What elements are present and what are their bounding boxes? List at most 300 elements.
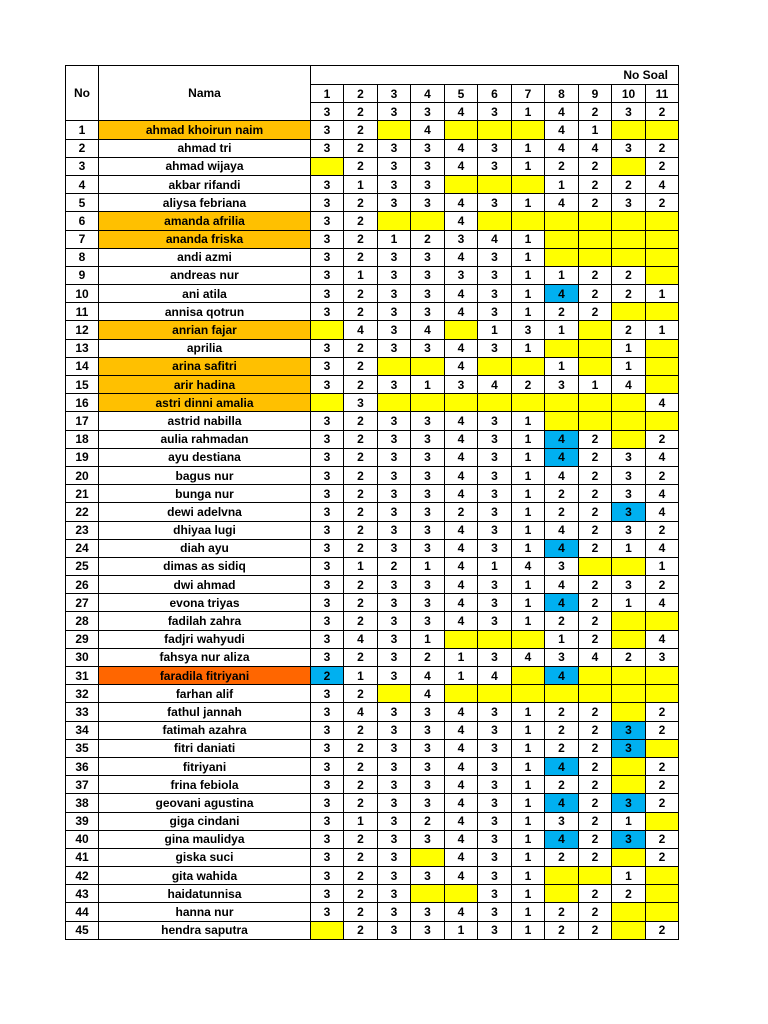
score-cell[interactable]: 3 — [411, 303, 445, 321]
max-score-cell[interactable]: 3 — [478, 103, 512, 121]
score-cell[interactable] — [378, 212, 411, 230]
student-name-cell[interactable]: dwi ahmad — [99, 576, 311, 594]
score-cell[interactable]: 4 — [545, 830, 579, 848]
score-cell[interactable]: 3 — [311, 812, 344, 830]
score-cell[interactable]: 2 — [344, 757, 378, 775]
student-name-cell[interactable]: fadjri wahyudi — [99, 630, 311, 648]
score-cell[interactable]: 4 — [445, 194, 478, 212]
score-cell[interactable]: 1 — [478, 557, 512, 575]
row-number-cell[interactable]: 38 — [66, 794, 99, 812]
score-cell[interactable] — [579, 212, 612, 230]
score-cell[interactable]: 2 — [344, 776, 378, 794]
score-cell[interactable] — [478, 121, 512, 139]
score-cell[interactable]: 2 — [646, 430, 679, 448]
score-cell[interactable]: 3 — [378, 521, 411, 539]
score-cell[interactable]: 1 — [512, 721, 545, 739]
score-cell[interactable]: 3 — [311, 757, 344, 775]
score-cell[interactable]: 1 — [344, 557, 378, 575]
score-cell[interactable]: 3 — [378, 812, 411, 830]
score-cell[interactable]: 4 — [445, 703, 478, 721]
score-cell[interactable]: 3 — [311, 612, 344, 630]
max-score-cell[interactable]: 4 — [445, 103, 478, 121]
score-cell[interactable]: 2 — [344, 230, 378, 248]
score-cell[interactable]: 3 — [646, 648, 679, 666]
score-cell[interactable]: 4 — [646, 594, 679, 612]
student-name-cell[interactable]: dhiyaa lugi — [99, 521, 311, 539]
score-cell[interactable]: 3 — [411, 721, 445, 739]
score-cell[interactable]: 3 — [478, 485, 512, 503]
score-cell[interactable]: 3 — [311, 739, 344, 757]
score-cell[interactable]: 2 — [344, 121, 378, 139]
score-cell[interactable] — [612, 212, 646, 230]
row-number-cell[interactable]: 31 — [66, 667, 99, 685]
score-cell[interactable]: 4 — [545, 194, 579, 212]
student-name-cell[interactable]: hendra saputra — [99, 921, 311, 939]
score-cell[interactable]: 3 — [478, 721, 512, 739]
score-cell[interactable]: 2 — [579, 539, 612, 557]
score-cell[interactable]: 1 — [411, 376, 445, 394]
max-score-cell[interactable]: 2 — [344, 103, 378, 121]
score-cell[interactable]: 3 — [311, 521, 344, 539]
score-cell[interactable]: 2 — [646, 721, 679, 739]
score-cell[interactable]: 2 — [344, 576, 378, 594]
score-cell[interactable]: 2 — [579, 466, 612, 484]
score-cell[interactable]: 4 — [445, 776, 478, 794]
score-cell[interactable]: 3 — [445, 376, 478, 394]
score-cell[interactable]: 4 — [445, 539, 478, 557]
student-name-cell[interactable]: geovani agustina — [99, 794, 311, 812]
score-cell[interactable]: 4 — [445, 721, 478, 739]
student-name-cell[interactable]: fitri daniati — [99, 739, 311, 757]
score-cell[interactable]: 1 — [512, 466, 545, 484]
score-cell[interactable]: 3 — [311, 139, 344, 157]
score-cell[interactable] — [545, 248, 579, 266]
score-cell[interactable] — [612, 157, 646, 175]
score-cell[interactable] — [512, 394, 545, 412]
score-cell[interactable]: 4 — [445, 485, 478, 503]
score-cell[interactable] — [378, 357, 411, 375]
score-cell[interactable] — [411, 885, 445, 903]
score-cell[interactable]: 4 — [579, 139, 612, 157]
row-number-cell[interactable]: 45 — [66, 921, 99, 939]
score-cell[interactable]: 3 — [311, 630, 344, 648]
student-name-cell[interactable]: dewi adelvna — [99, 503, 311, 521]
score-cell[interactable]: 4 — [612, 376, 646, 394]
score-cell[interactable] — [579, 248, 612, 266]
score-cell[interactable]: 3 — [411, 776, 445, 794]
score-cell[interactable]: 3 — [311, 285, 344, 303]
score-cell[interactable]: 4 — [445, 612, 478, 630]
student-name-cell[interactable]: annisa qotrun — [99, 303, 311, 321]
score-cell[interactable]: 3 — [311, 230, 344, 248]
row-number-cell[interactable]: 25 — [66, 557, 99, 575]
score-cell[interactable]: 2 — [344, 139, 378, 157]
score-cell[interactable]: 1 — [512, 157, 545, 175]
score-cell[interactable]: 2 — [579, 721, 612, 739]
score-cell[interactable]: 3 — [478, 503, 512, 521]
student-name-cell[interactable]: ahmad khoirun naim — [99, 121, 311, 139]
score-cell[interactable]: 3 — [378, 503, 411, 521]
question-number-cell[interactable]: 1 — [311, 85, 344, 103]
row-number-cell[interactable]: 30 — [66, 648, 99, 666]
row-number-cell[interactable]: 8 — [66, 248, 99, 266]
row-number-cell[interactable]: 44 — [66, 903, 99, 921]
row-number-cell[interactable]: 23 — [66, 521, 99, 539]
score-cell[interactable]: 1 — [512, 430, 545, 448]
student-name-cell[interactable]: fathul jannah — [99, 703, 311, 721]
score-cell[interactable]: 3 — [411, 139, 445, 157]
student-name-cell[interactable]: gita wahida — [99, 867, 311, 885]
score-cell[interactable]: 3 — [411, 539, 445, 557]
score-cell[interactable]: 3 — [411, 921, 445, 939]
score-cell[interactable]: 4 — [478, 230, 512, 248]
student-name-cell[interactable]: arina safitri — [99, 357, 311, 375]
score-cell[interactable]: 3 — [478, 448, 512, 466]
score-cell[interactable]: 3 — [311, 594, 344, 612]
score-cell[interactable]: 1 — [512, 339, 545, 357]
score-cell[interactable]: 3 — [478, 921, 512, 939]
score-cell[interactable]: 4 — [445, 248, 478, 266]
score-cell[interactable]: 4 — [545, 430, 579, 448]
score-cell[interactable]: 1 — [512, 612, 545, 630]
score-cell[interactable] — [646, 248, 679, 266]
student-name-cell[interactable]: giska suci — [99, 848, 311, 866]
score-cell[interactable]: 3 — [311, 194, 344, 212]
score-cell[interactable] — [612, 412, 646, 430]
row-number-cell[interactable]: 40 — [66, 830, 99, 848]
score-cell[interactable]: 3 — [378, 266, 411, 284]
score-cell[interactable] — [478, 175, 512, 193]
row-number-cell[interactable]: 19 — [66, 448, 99, 466]
row-number-cell[interactable]: 3 — [66, 157, 99, 175]
score-cell[interactable]: 3 — [478, 430, 512, 448]
score-cell[interactable]: 2 — [545, 503, 579, 521]
score-cell[interactable]: 3 — [311, 703, 344, 721]
score-cell[interactable]: 1 — [512, 739, 545, 757]
score-cell[interactable]: 3 — [545, 557, 579, 575]
score-cell[interactable]: 3 — [411, 194, 445, 212]
score-cell[interactable]: 3 — [478, 466, 512, 484]
score-cell[interactable]: 2 — [579, 448, 612, 466]
score-cell[interactable]: 3 — [612, 521, 646, 539]
score-cell[interactable] — [378, 394, 411, 412]
score-cell[interactable]: 2 — [545, 303, 579, 321]
score-cell[interactable]: 3 — [411, 466, 445, 484]
score-cell[interactable] — [612, 121, 646, 139]
score-cell[interactable]: 4 — [646, 175, 679, 193]
row-number-cell[interactable]: 39 — [66, 812, 99, 830]
row-number-cell[interactable]: 17 — [66, 412, 99, 430]
score-cell[interactable]: 3 — [411, 175, 445, 193]
score-cell[interactable]: 3 — [311, 557, 344, 575]
score-cell[interactable]: 3 — [411, 412, 445, 430]
score-cell[interactable] — [545, 394, 579, 412]
score-cell[interactable]: 3 — [311, 776, 344, 794]
score-cell[interactable] — [612, 430, 646, 448]
score-cell[interactable]: 1 — [545, 175, 579, 193]
score-cell[interactable]: 2 — [344, 885, 378, 903]
score-cell[interactable] — [646, 376, 679, 394]
score-cell[interactable]: 4 — [411, 667, 445, 685]
row-number-cell[interactable]: 1 — [66, 121, 99, 139]
score-cell[interactable]: 1 — [612, 867, 646, 885]
max-score-cell[interactable]: 2 — [646, 103, 679, 121]
score-cell[interactable]: 3 — [378, 194, 411, 212]
score-cell[interactable]: 4 — [545, 539, 579, 557]
row-number-cell[interactable]: 5 — [66, 194, 99, 212]
score-cell[interactable]: 4 — [445, 466, 478, 484]
score-cell[interactable]: 3 — [378, 630, 411, 648]
score-cell[interactable]: 3 — [378, 867, 411, 885]
score-cell[interactable]: 3 — [478, 739, 512, 757]
score-cell[interactable]: 3 — [612, 139, 646, 157]
score-cell[interactable] — [646, 739, 679, 757]
score-cell[interactable]: 2 — [545, 903, 579, 921]
row-number-cell[interactable]: 6 — [66, 212, 99, 230]
question-number-cell[interactable]: 5 — [445, 85, 478, 103]
score-cell[interactable]: 3 — [411, 739, 445, 757]
score-cell[interactable]: 1 — [344, 266, 378, 284]
score-cell[interactable]: 2 — [344, 830, 378, 848]
score-cell[interactable]: 1 — [512, 903, 545, 921]
score-cell[interactable]: 2 — [344, 448, 378, 466]
score-cell[interactable]: 2 — [612, 175, 646, 193]
student-name-cell[interactable]: dimas as sidiq — [99, 557, 311, 575]
max-score-cell[interactable]: 3 — [311, 103, 344, 121]
score-cell[interactable]: 3 — [378, 739, 411, 757]
score-cell[interactable]: 3 — [411, 594, 445, 612]
score-cell[interactable]: 2 — [344, 430, 378, 448]
score-cell[interactable]: 1 — [512, 194, 545, 212]
score-cell[interactable]: 2 — [545, 612, 579, 630]
score-cell[interactable]: 3 — [411, 157, 445, 175]
score-cell[interactable]: 3 — [378, 539, 411, 557]
score-cell[interactable]: 2 — [344, 848, 378, 866]
score-cell[interactable]: 1 — [612, 594, 646, 612]
score-cell[interactable]: 4 — [646, 394, 679, 412]
score-cell[interactable]: 2 — [344, 739, 378, 757]
score-cell[interactable]: 1 — [545, 266, 579, 284]
score-cell[interactable]: 3 — [311, 576, 344, 594]
score-cell[interactable]: 3 — [512, 321, 545, 339]
score-cell[interactable]: 2 — [344, 903, 378, 921]
score-cell[interactable]: 3 — [378, 612, 411, 630]
student-name-cell[interactable]: frina febiola — [99, 776, 311, 794]
score-cell[interactable]: 4 — [445, 448, 478, 466]
student-name-cell[interactable]: bagus nur — [99, 466, 311, 484]
score-cell[interactable]: 2 — [579, 157, 612, 175]
score-cell[interactable]: 3 — [311, 248, 344, 266]
score-cell[interactable] — [612, 557, 646, 575]
score-cell[interactable]: 3 — [478, 885, 512, 903]
row-number-cell[interactable]: 20 — [66, 466, 99, 484]
score-cell[interactable]: 3 — [378, 667, 411, 685]
score-cell[interactable] — [445, 885, 478, 903]
score-cell[interactable]: 3 — [378, 412, 411, 430]
question-number-cell[interactable]: 9 — [579, 85, 612, 103]
score-cell[interactable]: 3 — [378, 648, 411, 666]
score-cell[interactable]: 3 — [612, 503, 646, 521]
score-cell[interactable]: 3 — [378, 430, 411, 448]
score-cell[interactable]: 2 — [344, 339, 378, 357]
score-cell[interactable]: 3 — [378, 339, 411, 357]
score-cell[interactable]: 2 — [612, 266, 646, 284]
score-cell[interactable]: 3 — [411, 448, 445, 466]
score-cell[interactable] — [646, 903, 679, 921]
score-cell[interactable]: 4 — [445, 867, 478, 885]
score-cell[interactable] — [411, 394, 445, 412]
row-number-cell[interactable]: 9 — [66, 266, 99, 284]
score-cell[interactable] — [579, 321, 612, 339]
score-cell[interactable] — [612, 703, 646, 721]
score-cell[interactable]: 4 — [646, 630, 679, 648]
score-cell[interactable]: 3 — [378, 248, 411, 266]
row-number-cell[interactable]: 16 — [66, 394, 99, 412]
score-cell[interactable]: 2 — [579, 521, 612, 539]
score-cell[interactable]: 3 — [545, 376, 579, 394]
score-cell[interactable]: 2 — [646, 521, 679, 539]
score-cell[interactable]: 1 — [512, 139, 545, 157]
score-cell[interactable]: 2 — [612, 321, 646, 339]
score-cell[interactable]: 1 — [445, 667, 478, 685]
score-cell[interactable]: 2 — [579, 703, 612, 721]
score-cell[interactable] — [445, 394, 478, 412]
score-cell[interactable] — [646, 212, 679, 230]
score-cell[interactable]: 2 — [646, 576, 679, 594]
score-cell[interactable]: 2 — [344, 412, 378, 430]
score-cell[interactable]: 2 — [344, 248, 378, 266]
score-cell[interactable]: 3 — [478, 794, 512, 812]
score-cell[interactable] — [646, 812, 679, 830]
score-cell[interactable] — [545, 230, 579, 248]
score-cell[interactable]: 3 — [311, 466, 344, 484]
score-cell[interactable] — [445, 175, 478, 193]
score-cell[interactable] — [612, 667, 646, 685]
score-cell[interactable]: 3 — [311, 794, 344, 812]
score-cell[interactable]: 3 — [311, 121, 344, 139]
score-cell[interactable] — [612, 394, 646, 412]
score-cell[interactable]: 2 — [344, 357, 378, 375]
score-cell[interactable]: 4 — [478, 376, 512, 394]
score-cell[interactable]: 1 — [512, 266, 545, 284]
score-cell[interactable]: 2 — [411, 812, 445, 830]
row-number-cell[interactable]: 33 — [66, 703, 99, 721]
score-cell[interactable]: 1 — [378, 230, 411, 248]
score-cell[interactable]: 3 — [311, 212, 344, 230]
score-cell[interactable]: 3 — [612, 794, 646, 812]
score-cell[interactable]: 4 — [445, 412, 478, 430]
score-cell[interactable]: 3 — [378, 139, 411, 157]
student-name-cell[interactable]: ahmad tri — [99, 139, 311, 157]
score-cell[interactable]: 3 — [478, 703, 512, 721]
score-cell[interactable] — [579, 339, 612, 357]
score-cell[interactable]: 2 — [344, 303, 378, 321]
score-cell[interactable] — [579, 357, 612, 375]
score-cell[interactable]: 3 — [478, 339, 512, 357]
score-cell[interactable] — [512, 357, 545, 375]
row-number-cell[interactable]: 18 — [66, 430, 99, 448]
score-cell[interactable]: 3 — [612, 448, 646, 466]
score-cell[interactable] — [612, 612, 646, 630]
score-cell[interactable]: 3 — [378, 466, 411, 484]
score-cell[interactable] — [646, 612, 679, 630]
row-number-cell[interactable]: 7 — [66, 230, 99, 248]
score-cell[interactable] — [411, 848, 445, 866]
score-cell[interactable]: 3 — [478, 139, 512, 157]
score-cell[interactable]: 3 — [545, 812, 579, 830]
score-cell[interactable]: 2 — [344, 485, 378, 503]
score-cell[interactable]: 3 — [311, 175, 344, 193]
score-cell[interactable]: 2 — [579, 812, 612, 830]
student-name-cell[interactable]: arir hadina — [99, 376, 311, 394]
score-cell[interactable]: 4 — [445, 157, 478, 175]
score-cell[interactable]: 2 — [646, 194, 679, 212]
score-cell[interactable]: 3 — [378, 448, 411, 466]
score-cell[interactable]: 3 — [378, 903, 411, 921]
score-cell[interactable]: 3 — [545, 648, 579, 666]
score-cell[interactable]: 4 — [646, 485, 679, 503]
score-cell[interactable]: 1 — [512, 503, 545, 521]
row-number-cell[interactable]: 26 — [66, 576, 99, 594]
score-cell[interactable]: 1 — [512, 830, 545, 848]
score-cell[interactable]: 3 — [378, 757, 411, 775]
score-cell[interactable]: 3 — [311, 685, 344, 703]
student-name-cell[interactable]: astrid nabilla — [99, 412, 311, 430]
score-cell[interactable]: 2 — [646, 157, 679, 175]
score-cell[interactable] — [646, 867, 679, 885]
question-number-cell[interactable]: 2 — [344, 85, 378, 103]
score-cell[interactable] — [579, 867, 612, 885]
row-number-cell[interactable]: 15 — [66, 376, 99, 394]
score-cell[interactable]: 1 — [512, 703, 545, 721]
student-name-cell[interactable]: haidatunnisa — [99, 885, 311, 903]
score-cell[interactable]: 2 — [344, 612, 378, 630]
score-cell[interactable]: 3 — [478, 612, 512, 630]
score-cell[interactable]: 3 — [311, 503, 344, 521]
score-cell[interactable]: 3 — [378, 157, 411, 175]
score-cell[interactable] — [478, 630, 512, 648]
score-cell[interactable]: 1 — [445, 921, 478, 939]
score-cell[interactable]: 2 — [579, 921, 612, 939]
score-cell[interactable]: 3 — [311, 376, 344, 394]
score-cell[interactable] — [612, 685, 646, 703]
score-cell[interactable]: 2 — [344, 376, 378, 394]
score-cell[interactable]: 2 — [344, 794, 378, 812]
score-cell[interactable] — [545, 885, 579, 903]
row-number-cell[interactable]: 2 — [66, 139, 99, 157]
score-cell[interactable]: 2 — [344, 594, 378, 612]
student-name-cell[interactable]: anrian fajar — [99, 321, 311, 339]
score-cell[interactable]: 3 — [478, 303, 512, 321]
score-cell[interactable]: 4 — [445, 594, 478, 612]
score-cell[interactable] — [646, 885, 679, 903]
student-name-cell[interactable]: fadilah zahra — [99, 612, 311, 630]
score-cell[interactable]: 3 — [311, 448, 344, 466]
question-number-cell[interactable]: 7 — [512, 85, 545, 103]
score-cell[interactable]: 4 — [545, 521, 579, 539]
score-cell[interactable]: 3 — [478, 285, 512, 303]
score-cell[interactable]: 4 — [445, 212, 478, 230]
score-cell[interactable]: 3 — [445, 266, 478, 284]
score-cell[interactable]: 1 — [612, 812, 646, 830]
score-cell[interactable]: 2 — [411, 648, 445, 666]
row-number-cell[interactable]: 12 — [66, 321, 99, 339]
score-cell[interactable]: 4 — [445, 794, 478, 812]
score-cell[interactable] — [646, 303, 679, 321]
score-cell[interactable]: 1 — [579, 121, 612, 139]
score-cell[interactable]: 3 — [478, 194, 512, 212]
score-cell[interactable] — [646, 121, 679, 139]
